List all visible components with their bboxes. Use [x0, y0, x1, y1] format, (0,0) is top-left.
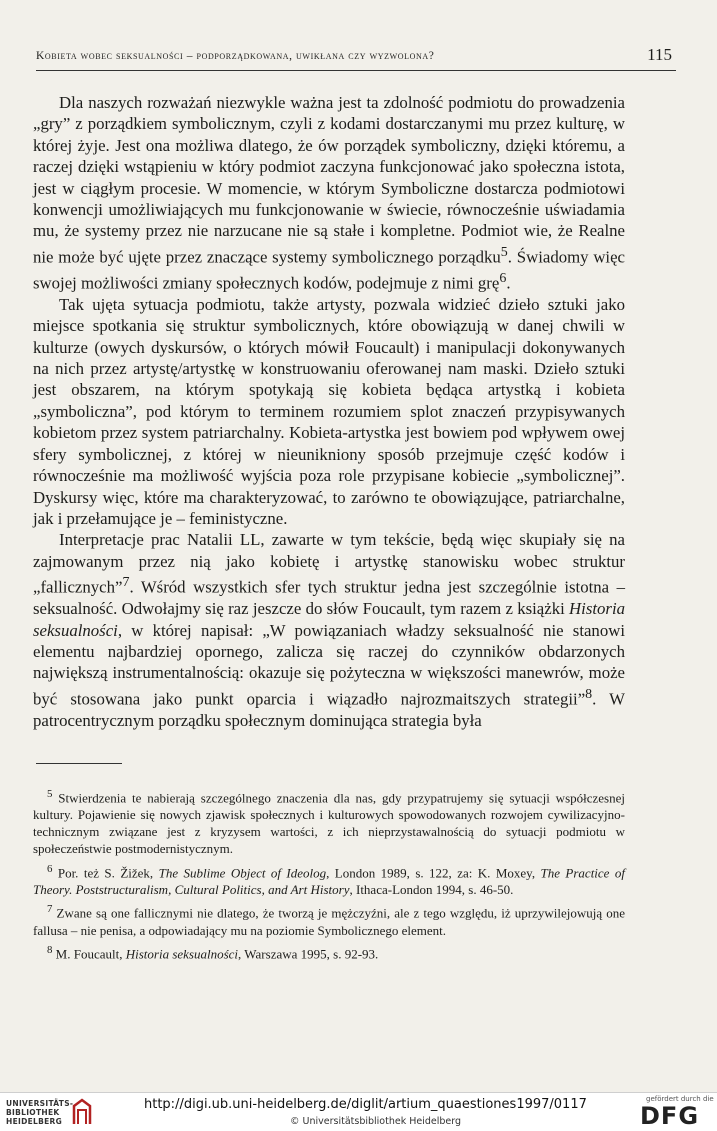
library-line-1: UNIVERSITÄTS-	[6, 1099, 74, 1108]
paragraph-1	[33, 92, 625, 294]
funding-note: gefördert durch die	[646, 1095, 714, 1103]
fn6-a: Por. też S. Žižek,	[57, 864, 159, 880]
library-logo-text	[6, 1099, 73, 1126]
fn7-number: 7	[47, 903, 53, 916]
fn6-b: , London 1989, s. 122, za: K. Moxey,	[326, 864, 541, 880]
footnotes	[33, 786, 625, 966]
fn5-text: Stwierdzenia te nabierają szczególnego znaczenia dla nas, gdy przypatrujemy się sytuacji współczesnej kultury. Pojawienie się nowych zjawisk społecznych i kulturowych spowodowanych rozwojem cywilizacyjno-technicznym związane jest z kryzysem wartości, z ich nieprzystawalnością do sytuacji podmiotu w społeczeństwie postmodernistycznym.	[33, 790, 625, 856]
paragraph-2: Tak ujęta sytuacja podmiotu, także artysty, pozwala widzieć dzieło sztuki jako miejsce spotkania się struktur symbolicznych, które obowiązują w danej chwili w kulturze (owych dyskursów, o których mówił Foucault) i manipulacji dokonywanych na nich przez artystę/artystkę w konstruowaniu oferowanej nam maski. Dzieło sztuki jest obszarem, na którym spotykają się kobieta będąca artystką i kobieta „symboliczna”, pod którym to terminem rozumiem splot znaczeń przypisywanych kobietom przez system patriarchalny. Kobieta-artystka jest bowiem pod wpływem owej sfery symbolicznej, z której w nieunikniony sposób przejmuje część kodów i równocześnie ma możliwość wyjścia poza role przypisane kobiecie „symbolicznej”. Dyskursy więc, które ma charakteryzować, to zarówno te obowiązujące, patriarchalne, jak i przełamujące je – feministyczne.	[33, 294, 625, 528]
p1-end: .	[506, 273, 511, 293]
p3-end: . W patrocentrycznym porządku społecznym dominująca strategia była	[33, 689, 625, 730]
page-number: 115	[647, 45, 672, 64]
footer-bar	[0, 1092, 717, 1131]
p3-mid: . Wśród wszystkich sfer tych struktur jedna jest szczególnie istotna – seksualność. Odwołajmy się raz jeszcze do słów Foucault, tym razem z książki	[33, 577, 625, 619]
fn6-title2: The Practice of Theory. Poststructuralism, Cultural Politics, and Art History	[33, 864, 625, 897]
body-text	[33, 92, 625, 731]
footnote-ref-7: 7	[122, 575, 130, 591]
p3-rest: , w której napisał: „W powiązaniach władzy seksualność nie stanowi elementu najbardziej opornego, zalicza się raczej do czynników obdarzonych największą instrumentalnością: okazuje się pożyteczna w większości manewrów, może być stosowana jako punkt oparcia i wiązadło najrozmaitszych strategii”	[33, 620, 625, 709]
fn6-number: 6	[47, 862, 53, 875]
p1-text: Dla naszych rozważań niezwykle ważna jest ta zdolność podmiotu do prowadzenia „gry” z porządkiem symbolicznym, czyli z kodami dostarczanymi mu przez kulturę, w której żyje. Jest ona możliwa dlatego, że ów porządek symboliczny, dzięki któremu, a raczej dzięki wstąpieniu w który podmiot zaczyna funkcjonować jako społeczna istota, jest w ciągłym procesie. W momencie, w którym Symboliczne dostarcza podmiotowi konwencji umożliwiających mu funkcjonowanie w świecie, równocześnie uświadamia mu, że systemy przez nie narzucane nie są stałe i kompletne. Podmiot wie, że Realne nie może być ujęte przez znaczące systemy symbolicznego porządku	[33, 93, 625, 267]
footnote-ref-8: 8	[585, 686, 593, 702]
fn8-a: M. Foucault,	[55, 946, 126, 962]
fn8-title: Historia seksualności	[125, 946, 239, 962]
library-line-3: HEIDELBERG	[6, 1117, 63, 1126]
book-title: Historia seksualności	[33, 599, 625, 640]
footnote-6	[33, 861, 625, 899]
library-emblem-icon	[70, 1098, 94, 1126]
page-header	[36, 44, 676, 71]
footnote-5	[33, 786, 625, 858]
running-head: Kobieta wobec seksualności – podporządkowana, uwikłana czy wyzwolona?	[36, 50, 435, 62]
paragraph-3	[33, 529, 625, 731]
footnote-8	[33, 942, 625, 963]
permalink-url[interactable]: http://digi.ub.uni-heidelberg.de/diglit/artium_quaestiones1997/0117	[144, 1097, 587, 1112]
library-line-2: BIBLIOTHEK	[6, 1108, 60, 1117]
fn8-b: , Warszawa 1995, s. 92-93.	[238, 946, 379, 962]
fn5-number: 5	[47, 788, 53, 800]
copyright-notice: © Universitätsbibliothek Heidelberg	[290, 1116, 462, 1127]
fn7-text: Zwane są one fallicznymi nie dlatego, że tworzą je mężczyźni, ale z tego względu, iż uprzywilejowują one fallusa – nie penisa, a odpowiadający mu na poziomie Symbolicznego element.	[33, 905, 625, 938]
footnote-ref-5: 5	[500, 244, 508, 260]
fn6-title1: The Sublime Object of Ideolog	[158, 864, 327, 880]
footnote-ref-6: 6	[499, 270, 507, 286]
fn8-number: 8	[47, 944, 53, 957]
footnote-separator	[36, 763, 122, 764]
p3-start: Interpretacje prac Natalii LL, zawarte w tym tekście, będą więc skupiały się na zajmowanym przez nią jako kobietę i artystkę stanowisku wobec struktur „fallicznych”	[33, 530, 625, 597]
fn6-c: , Ithaca-London 1994, s. 46-50.	[349, 881, 514, 897]
footnote-7	[33, 901, 625, 939]
p1-mid: . Świadomy więc swojej możliwości zmiany społecznych kodów, podejmuje z nimi grę	[33, 247, 625, 293]
dfg-logo: DFG	[640, 1102, 700, 1130]
